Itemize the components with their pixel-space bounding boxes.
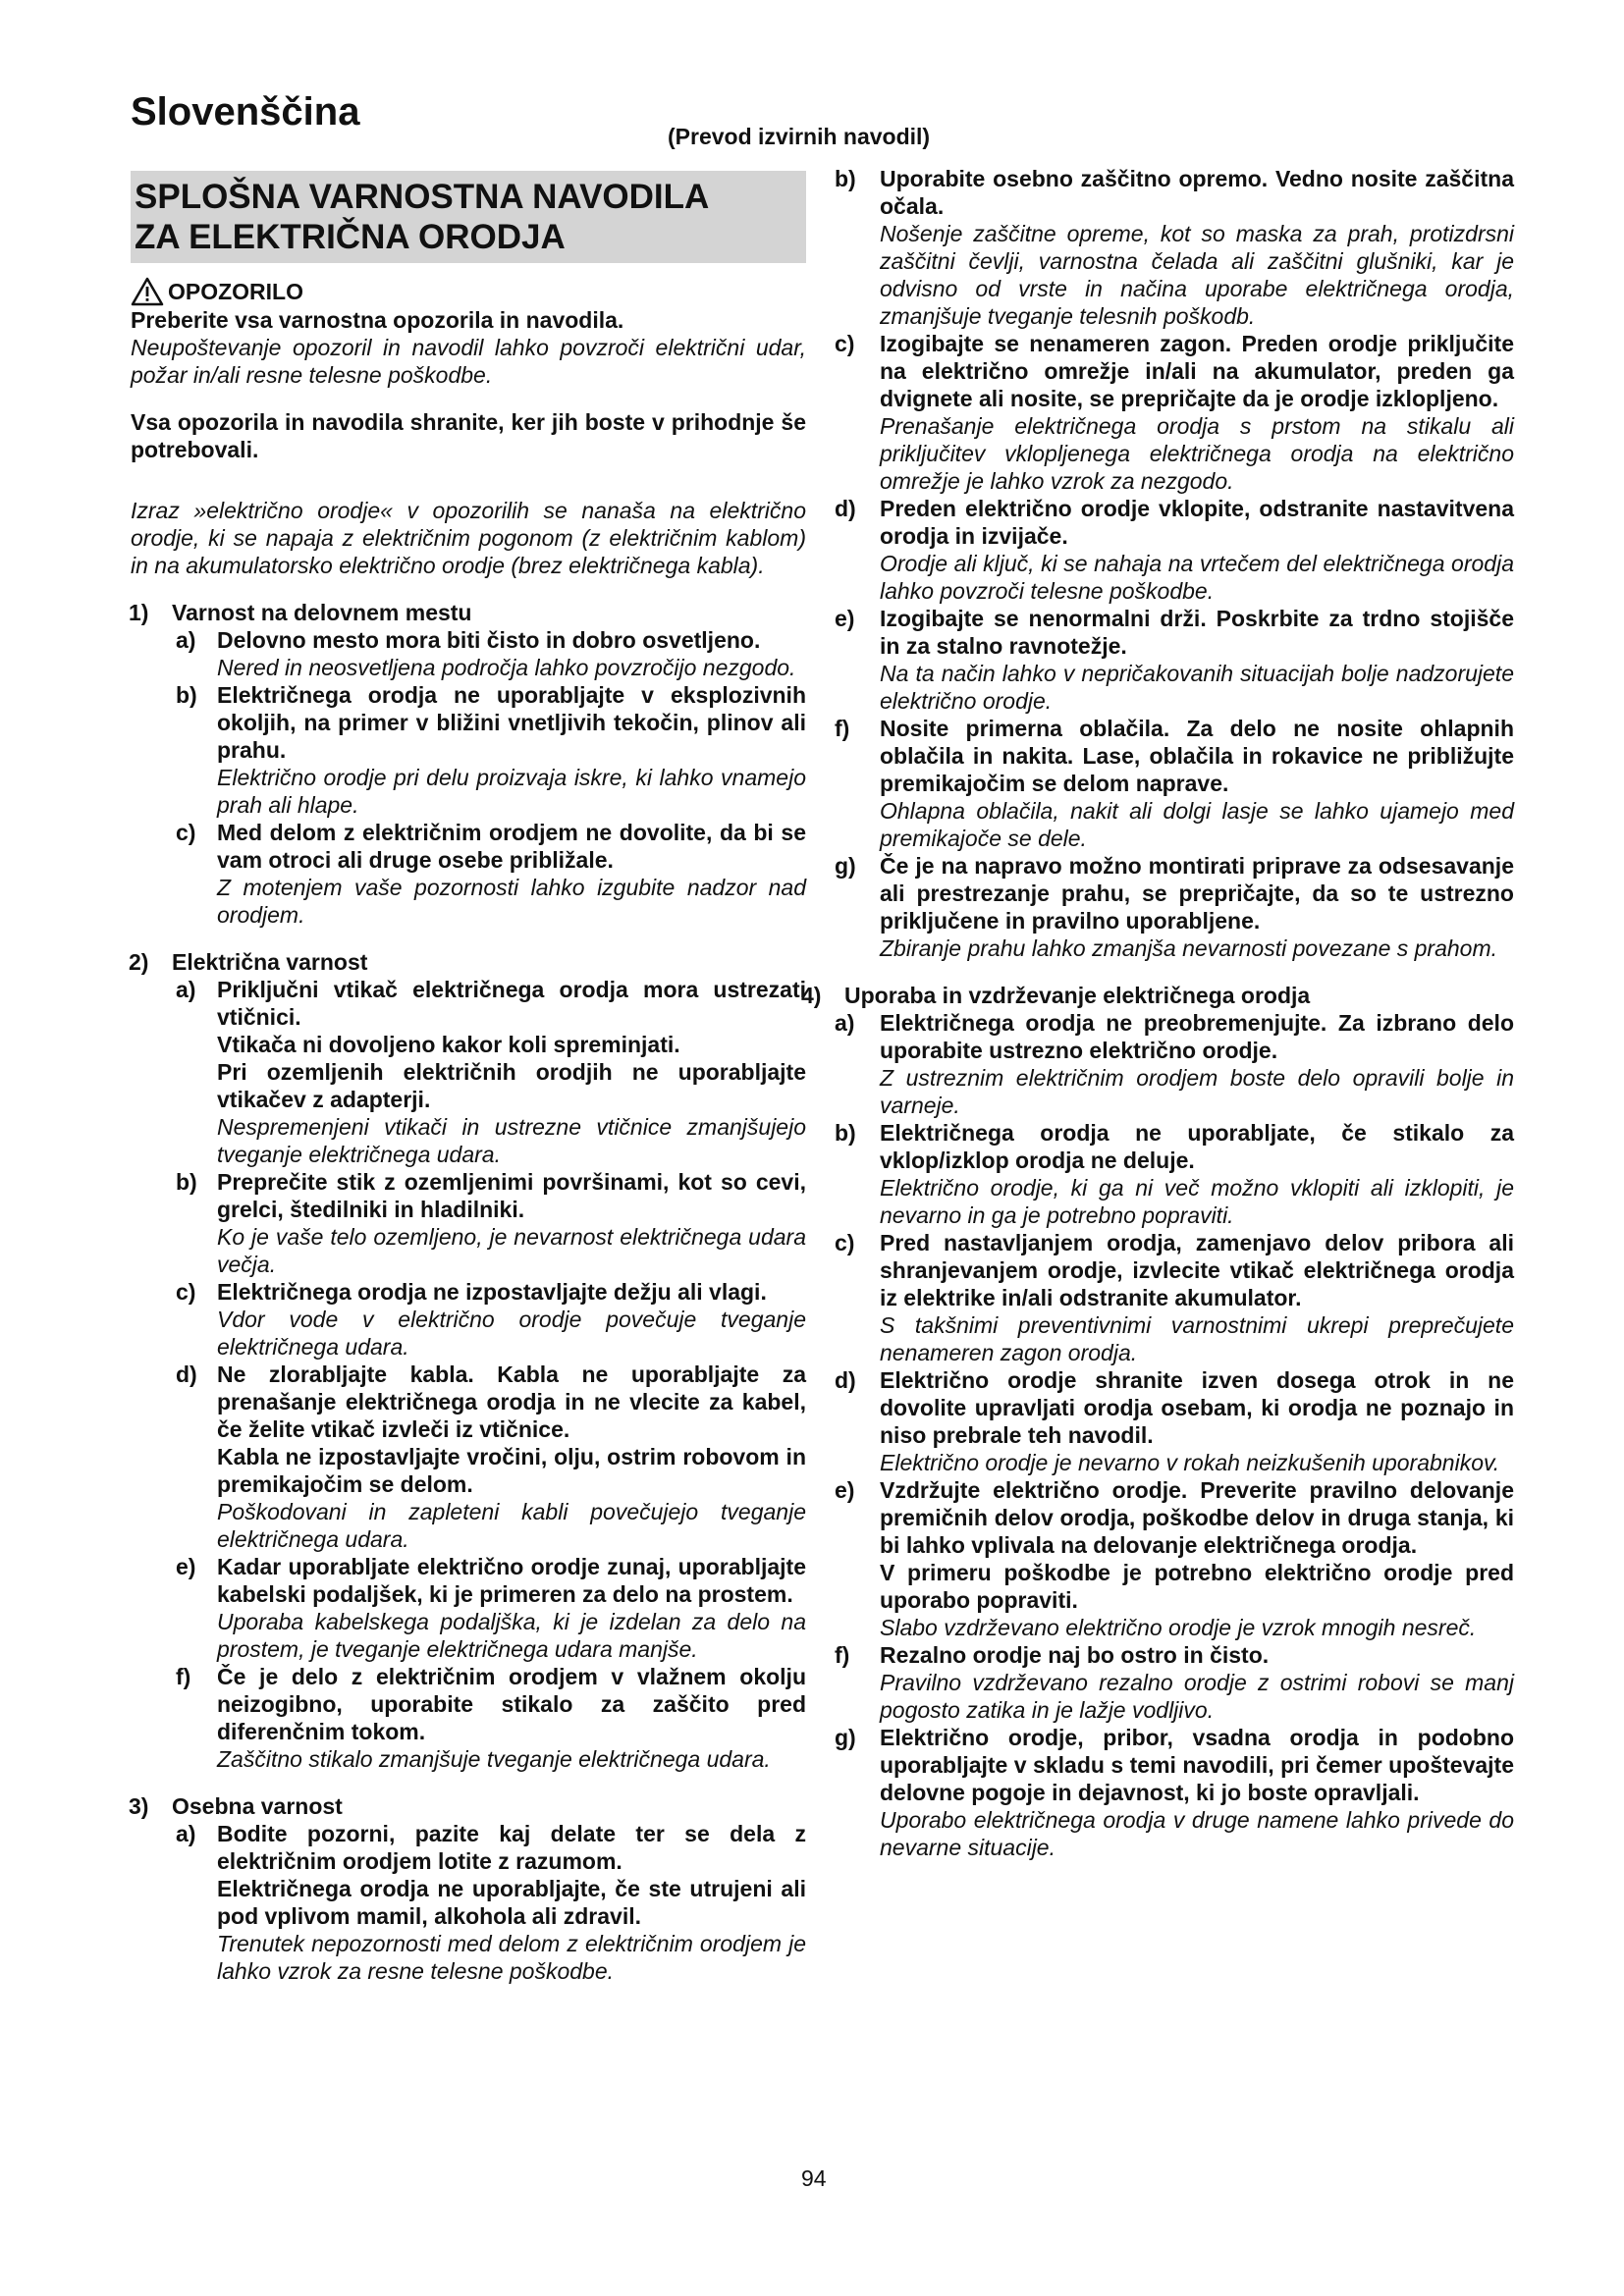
intro-read-bold: Preberite vsa varnostna opozorila in navodila. bbox=[131, 307, 624, 333]
list-item bbox=[176, 626, 806, 681]
item-label: d) bbox=[835, 496, 856, 521]
list-item bbox=[176, 1553, 806, 1663]
item-bold: Priključni vtikač električnega orodja mora ustrezati vtičnici. bbox=[217, 977, 806, 1030]
item-bold: Izogibajte se nenormalni drži. Poskrbite za trdno stojišče in za stalno ravnotežje. bbox=[880, 606, 1514, 659]
item-label: g) bbox=[835, 1725, 856, 1750]
list-item bbox=[176, 819, 806, 929]
item-label: a) bbox=[176, 977, 196, 1002]
item-bold: Uporabite osebno zaščitno opremo. Vedno nosite zaščitna očala. bbox=[880, 166, 1514, 219]
list-item bbox=[176, 681, 806, 819]
list-item bbox=[835, 495, 1514, 605]
list-item bbox=[835, 715, 1514, 852]
list-item bbox=[835, 1009, 1514, 1119]
title-line-1: SPLOŠNA VARNOSTNA NAVODILA bbox=[135, 178, 710, 216]
item-bold: Pri ozemljenih električnih orodjih ne uporabljajte vtikačev z adapterji. bbox=[217, 1059, 806, 1112]
item-label: b) bbox=[176, 682, 197, 708]
item-bold: Ne zlorabljajte kabla. Kabla ne uporabljajte za prenašanje električnega orodja in ne vlecite za kabel, če želite vtikač izvleči iz vtičnice. bbox=[217, 1362, 806, 1442]
item-bold: Kabla ne izpostavljajte vročini, olju, ostrim robovom in premikajočim se delom. bbox=[217, 1444, 806, 1497]
item-italic: Pravilno vzdrževano rezalno orodje z ostrimi robovi se manj pogosto zatika in je lažje vodljivo. bbox=[880, 1670, 1514, 1723]
item-label: d) bbox=[835, 1367, 856, 1393]
item-italic: Zbiranje prahu lahko zmanjša nevarnosti povezane s prahom. bbox=[880, 935, 1498, 961]
item-italic: Na ta način lahko v nepričakovanih situacijah bolje nadzorujete električno orodje. bbox=[880, 661, 1514, 714]
list-item bbox=[176, 1168, 806, 1278]
item-bold: Električnega orodja ne uporabljajte, če ste utrujeni ali pod vplivom mamil, alkohola ali zdravil. bbox=[217, 1876, 806, 1929]
item-label: a) bbox=[176, 1821, 196, 1846]
list-item bbox=[176, 1278, 806, 1361]
item-italic: Nošenje zaščitne opreme, kot so maska za prah, protizdrsni zaščitni čevlji, varnostna čelada ali zaščitni glušniki, kar je odvisno od vrste in načina uporabe električnega orodja, zmanjšuje tveganje telesnih poškodb. bbox=[880, 221, 1514, 329]
item-bold: Preprečite stik z ozemljenimi površinami, kot so cevi, grelci, štedilniki in hladilniki. bbox=[217, 1169, 806, 1222]
list-item bbox=[835, 165, 1514, 330]
item-label: e) bbox=[835, 606, 855, 631]
item-italic: Nespremenjeni vtikači in ustrezne vtičnice zmanjšujejo tveganje električnega udara. bbox=[217, 1114, 806, 1167]
section-title: Varnost na delovnem mestu bbox=[172, 600, 472, 625]
list-item bbox=[835, 330, 1514, 495]
left-column bbox=[131, 171, 806, 1985]
item-bold: Bodite pozorni, pazite kaj delate ter se dela z električnim orodjem lotite z razumom. bbox=[217, 1821, 806, 1874]
section-number: 4) bbox=[801, 983, 822, 1008]
item-label: a) bbox=[176, 627, 196, 653]
item-bold: Izogibajte se nenameren zagon. Preden orodje priključite na električno omrežje in/ali na akumulator, preden ga dvignete ali nosite, se prepričajte da je orodje izklopljeno. bbox=[880, 331, 1514, 411]
item-label: g) bbox=[835, 853, 856, 879]
item-italic: Ohlapna oblačila, nakit ali dolgi lasje se lahko ujamejo med premikajoče se dele. bbox=[880, 798, 1514, 851]
list-item bbox=[176, 976, 806, 1168]
section-number: 3) bbox=[129, 1793, 149, 1819]
section-title: Električna varnost bbox=[172, 949, 368, 975]
item-bold: V primeru poškodbe je potrebno električno orodje pred uporabo popraviti. bbox=[880, 1560, 1514, 1613]
warning-label: OPOZORILO bbox=[168, 279, 303, 304]
section-2-heading bbox=[129, 948, 806, 976]
item-italic: Z ustreznim električnim orodjem boste delo opravili bolje in varneje. bbox=[880, 1065, 1514, 1118]
item-bold: Električno orodje, pribor, vsadna orodja in podobno uporabljajte v skladu s temi navodili, pri čemer upoštevajte delovne pogoje in dejavnost, ki jo boste opravljali. bbox=[880, 1725, 1514, 1805]
item-italic: Električno orodje pri delu proizvaja iskre, ki lahko vnamejo prah ali hlape. bbox=[217, 765, 806, 818]
item-label: f) bbox=[835, 1642, 850, 1668]
page-number: 94 bbox=[801, 2165, 827, 2191]
section-number: 2) bbox=[129, 949, 149, 975]
section-4-heading bbox=[801, 982, 1514, 1009]
item-italic: Nered in neosvetljena področja lahko povzročijo nezgodo. bbox=[217, 655, 796, 680]
list-item bbox=[835, 1119, 1514, 1229]
list-item bbox=[835, 1476, 1514, 1641]
item-bold: Če je na napravo možno montirati priprave za odsesavanje ali prestrezanje prahu, se prepričajte, da so te ustrezno priključene in pravilno uporabljene. bbox=[880, 853, 1514, 934]
section-1-heading bbox=[129, 599, 806, 626]
title-box bbox=[131, 171, 806, 263]
language-heading: Slovenščina bbox=[131, 90, 360, 133]
item-label: b) bbox=[835, 1120, 856, 1146]
item-bold: Rezalno orodje naj bo ostro in čisto. bbox=[880, 1642, 1270, 1668]
item-bold: Električnega orodja ne izpostavljajte dežju ali vlagi. bbox=[217, 1279, 767, 1305]
item-bold: Električnega orodja ne uporabljajte v eksplozivnih okoljih, na primer v bližini vnetljivih tekočin, plinov ali prahu. bbox=[217, 682, 806, 763]
translation-note: (Prevod izvirnih navodil) bbox=[668, 124, 931, 149]
warning-triangle-icon bbox=[131, 277, 164, 306]
item-label: b) bbox=[835, 166, 856, 191]
item-italic: Slabo vzdrževano električno orodje je vzrok mnogih nesreč. bbox=[880, 1615, 1477, 1640]
item-bold: Med delom z električnim orodjem ne dovolite, da bi se vam otroci ali druge osebe približale. bbox=[217, 820, 806, 873]
right-column bbox=[801, 165, 1514, 1861]
item-label: b) bbox=[176, 1169, 197, 1195]
warning-heading bbox=[131, 277, 806, 306]
item-label: f) bbox=[176, 1664, 191, 1689]
list-item bbox=[835, 852, 1514, 962]
item-label: e) bbox=[176, 1554, 196, 1579]
item-bold: Vtikača ni dovoljeno kakor koli spreminjati. bbox=[217, 1032, 680, 1057]
item-bold: Preden električno orodje vklopite, odstranite nastavitvena orodja in izvijače. bbox=[880, 496, 1514, 549]
item-italic: Vdor vode v električno orodje povečuje tveganje električnega udara. bbox=[217, 1307, 806, 1360]
item-italic: Električno orodje, ki ga ni več možno vklopiti ali izklopiti, je nevarno in ga je potrebno popraviti. bbox=[880, 1175, 1514, 1228]
item-label: c) bbox=[176, 1279, 196, 1305]
item-italic: Z motenjem vaše pozornosti lahko izgubite nadzor nad orodjem. bbox=[217, 875, 806, 928]
list-item bbox=[176, 1820, 806, 1985]
item-italic: Uporaba kabelskega podaljška, ki je izdelan za delo na prostem, je tveganje električnega udara manjše. bbox=[217, 1609, 806, 1662]
item-label: d) bbox=[176, 1362, 197, 1387]
item-bold: Električnega orodja ne preobremenjujte. Za izbrano delo uporabite ustrezno električno orodje. bbox=[880, 1010, 1514, 1063]
item-italic: S takšnimi preventivnimi varnostnimi ukrepi preprečujete nenameren zagon orodja. bbox=[880, 1312, 1514, 1365]
item-italic: Uporabo električnega orodja v druge namene lahko privede do nevarne situacije. bbox=[880, 1807, 1514, 1860]
item-italic: Električno orodje je nevarno v rokah neizkušenih uporabnikov. bbox=[880, 1450, 1500, 1475]
list-item bbox=[835, 1366, 1514, 1476]
section-title: Uporaba in vzdrževanje električnega orodja bbox=[844, 983, 1311, 1008]
item-bold: Vzdržujte električno orodje. Preverite pravilno delovanje premičnih delov orodja, poškodbe delov in druga stanja, ki bi lahko vplivala na delovanje električnega orodja. bbox=[880, 1477, 1514, 1558]
list-item bbox=[835, 1229, 1514, 1366]
title-line-2: ZA ELEKTRIČNA ORODJA bbox=[135, 218, 566, 256]
item-bold: Električnega orodja ne uporabljate, če stikalo za vklop/izklop orodja ne deluje. bbox=[880, 1120, 1514, 1173]
item-bold: Nosite primerna oblačila. Za delo ne nosite ohlapnih oblačila in nakita. Lase, oblačila in rokavice ne približujte premikajočim se delom naprave. bbox=[880, 716, 1514, 796]
item-bold: Če je delo z električnim orodjem v vlažnem okolju neizogibno, uporabite stikalo za zaščito pred diferenčnim tokom. bbox=[217, 1664, 806, 1744]
intro-read-italic: Neupoštevanje opozoril in navodil lahko povzroči električni udar, požar in/ali resne telesne poškodbe. bbox=[131, 335, 806, 388]
item-italic: Trenutek nepozornosti med delom z električnim orodjem je lahko vzrok za resne telesne poškodbe. bbox=[217, 1931, 806, 1984]
item-italic: Zaščitno stikalo zmanjšuje tveganje električnega udara. bbox=[217, 1746, 771, 1772]
item-bold: Električno orodje shranite izven dosega otrok in ne dovolite upravljati orodja osebam, ki orodja ne poznajo in niso prebrale teh navodil. bbox=[880, 1367, 1514, 1448]
list-item bbox=[176, 1663, 806, 1773]
list-item bbox=[176, 1361, 806, 1553]
item-label: c) bbox=[835, 331, 855, 356]
item-italic: Prenašanje električnega orodja s prstom na stikalu ali priključitev vklopljenega električnega orodja na električno omrežje je lahko vzrok za nezgodo. bbox=[880, 413, 1514, 494]
section-title: Osebna varnost bbox=[172, 1793, 343, 1819]
list-item bbox=[835, 1724, 1514, 1861]
intro-keep-bold: Vsa opozorila in navodila shranite, ker jih boste v prihodnje še potrebovali. bbox=[131, 409, 806, 462]
item-label: c) bbox=[176, 820, 196, 845]
item-italic: Ko je vaše telo ozemljeno, je nevarnost električnega udara večja. bbox=[217, 1224, 806, 1277]
intro-definition: Izraz »električno orodje« v opozorilih se nanaša na električno orodje, ki se napaja z električnim pogonom (z električnim kablom) in na akumulatorsko električno orodje (brez električnega kabla). bbox=[131, 498, 806, 578]
item-bold: Delovno mesto mora biti čisto in dobro osvetljeno. bbox=[217, 627, 761, 653]
section-number: 1) bbox=[129, 600, 149, 625]
item-label: f) bbox=[835, 716, 850, 741]
list-item bbox=[835, 605, 1514, 715]
section-3-heading bbox=[129, 1792, 806, 1820]
item-label: c) bbox=[835, 1230, 855, 1255]
item-label: e) bbox=[835, 1477, 855, 1503]
item-bold: Pred nastavljanjem orodja, zamenjavo delov pribora ali shranjevanjem orodje, izvlecite vtikač električnega orodja iz elektrike in/ali odstranite akumulator. bbox=[880, 1230, 1514, 1310]
item-italic: Orodje ali ključ, ki se nahaja na vrtečem del električnega orodja lahko povzroči telesne poškodbe. bbox=[880, 551, 1514, 604]
item-bold: Kadar uporabljate električno orodje zunaj, uporabljajte kabelski podaljšek, ki je primeren za delo na prostem. bbox=[217, 1554, 806, 1607]
list-item bbox=[835, 1641, 1514, 1724]
item-label: a) bbox=[835, 1010, 855, 1036]
item-italic: Poškodovani in zapleteni kabli povečujejo tveganje električnega udara. bbox=[217, 1499, 806, 1552]
